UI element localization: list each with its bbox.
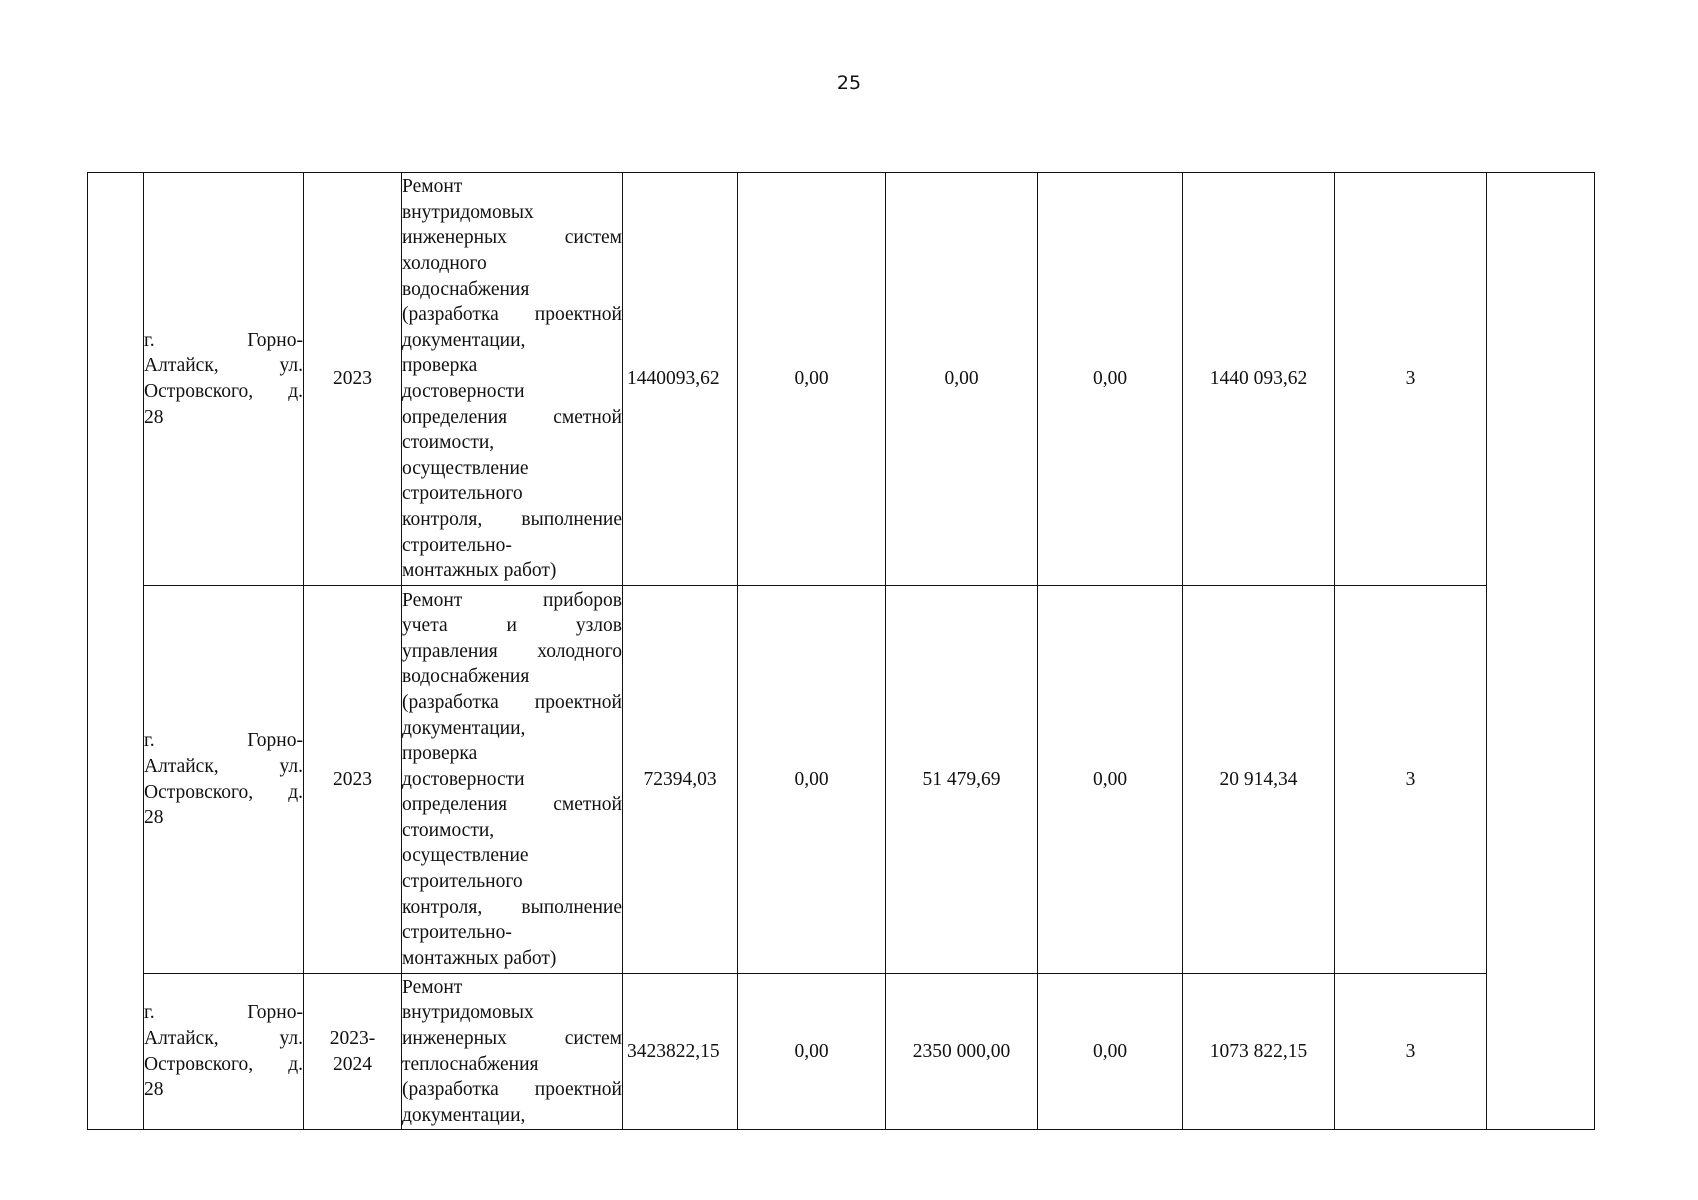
work-line: достоверности <box>402 768 525 790</box>
address-cell <box>144 173 304 586</box>
work-line: учета и узлов <box>402 615 622 637</box>
amount-cell: 2350 000,00 <box>886 974 1038 1130</box>
page-number: 25 <box>836 72 862 94</box>
address-cell <box>144 974 304 1130</box>
code-cell: 3 <box>1335 974 1487 1130</box>
work-line: внутридомовых <box>402 1002 534 1024</box>
work-description-cell <box>402 974 623 1130</box>
total-cost-cell: 3423822,15 <box>623 974 738 1130</box>
year-cell <box>304 974 402 1130</box>
work-line: строительно- <box>402 922 512 944</box>
address-line: Островского, д. <box>144 781 303 803</box>
work-line: документации, <box>402 329 526 351</box>
address-line: 28 <box>144 406 164 428</box>
work-line: стоимости, <box>402 819 495 841</box>
work-line: холодного <box>402 253 487 275</box>
index-cell <box>88 173 144 1130</box>
work-line: контроля, выполнение <box>402 896 622 918</box>
work-line: внутридомовых <box>402 201 534 223</box>
year-line: 2023- <box>329 1027 376 1049</box>
work-line: водоснабжения <box>402 666 530 688</box>
work-line: теплоснабжения <box>402 1053 539 1075</box>
amount-cell: 20 914,34 <box>1183 586 1335 974</box>
work-line: (разработка проектной <box>402 304 622 326</box>
work-line: Ремонт <box>402 176 463 198</box>
work-line: осуществление <box>402 457 529 479</box>
total-cost-cell: 1440093,62 <box>623 173 738 586</box>
amount-cell: 0,00 <box>886 173 1038 586</box>
code-cell: 3 <box>1335 586 1487 974</box>
table-row <box>88 586 1595 974</box>
work-line: определения сметной <box>402 406 622 428</box>
address-cell <box>144 586 304 974</box>
work-line: достоверности <box>402 381 525 402</box>
address-line: 28 <box>144 807 164 829</box>
work-line: Ремонт <box>402 976 463 998</box>
work-line: строительного <box>402 483 523 505</box>
amount-cell: 0,00 <box>738 173 886 586</box>
table-row <box>88 974 1595 1130</box>
code-cell: 3 <box>1335 173 1487 586</box>
work-line: строительно- <box>402 534 512 556</box>
year-cell: 2023 <box>304 173 402 586</box>
amount-cell: 51 479,69 <box>886 586 1038 974</box>
work-line: водоснабжения <box>402 278 530 300</box>
address-line: Островского, д. <box>144 381 303 402</box>
work-line: документации, <box>402 717 526 739</box>
work-line: проверка <box>402 743 478 765</box>
address-line: г. Горно- <box>144 329 303 351</box>
work-line: управления холодного <box>402 640 622 662</box>
amount-cell: 1440 093,62 <box>1183 173 1335 586</box>
address-line: Алтайск, ул. <box>144 1027 303 1049</box>
amount-cell: 0,00 <box>738 586 886 974</box>
work-line: инженерных систем <box>402 1027 622 1049</box>
notes-cell <box>1487 173 1595 1130</box>
amount-cell: 0,00 <box>1038 173 1183 586</box>
address-line: 28 <box>144 1079 164 1101</box>
address-line: г. Горно- <box>144 1002 303 1024</box>
address-line: Алтайск, ул. <box>144 355 303 377</box>
address-line: Островского, д. <box>144 1053 303 1075</box>
work-line: определения сметной <box>402 794 622 816</box>
work-line: документации, <box>402 1104 526 1126</box>
amount-cell: 0,00 <box>1038 586 1183 974</box>
work-line: контроля, выполнение <box>402 508 622 530</box>
amount-cell: 0,00 <box>1038 974 1183 1130</box>
work-description-cell <box>402 586 623 974</box>
amount-cell: 1073 822,15 <box>1183 974 1335 1130</box>
year-cell: 2023 <box>304 586 402 974</box>
total-cost-cell: 72394,03 <box>623 586 738 974</box>
address-line: г. Горно- <box>144 730 303 752</box>
work-description-cell <box>402 173 623 586</box>
work-line: строительного <box>402 871 523 893</box>
work-line: (разработка проектной <box>402 691 622 713</box>
work-line: проверка <box>402 355 478 377</box>
address-line: Алтайск, ул. <box>144 755 303 777</box>
table-row <box>88 173 1595 586</box>
work-line: монтажных работ) <box>402 947 557 969</box>
works-table <box>87 172 1595 1130</box>
work-line: осуществление <box>402 845 529 867</box>
work-line: стоимости, <box>402 432 495 454</box>
work-line: (разработка проектной <box>402 1079 622 1101</box>
work-line: монтажных работ) <box>402 560 557 582</box>
work-line: Ремонт приборов <box>402 589 622 611</box>
work-line: инженерных систем <box>402 227 622 249</box>
amount-cell: 0,00 <box>738 974 886 1130</box>
year-line: 2024 <box>333 1053 372 1075</box>
